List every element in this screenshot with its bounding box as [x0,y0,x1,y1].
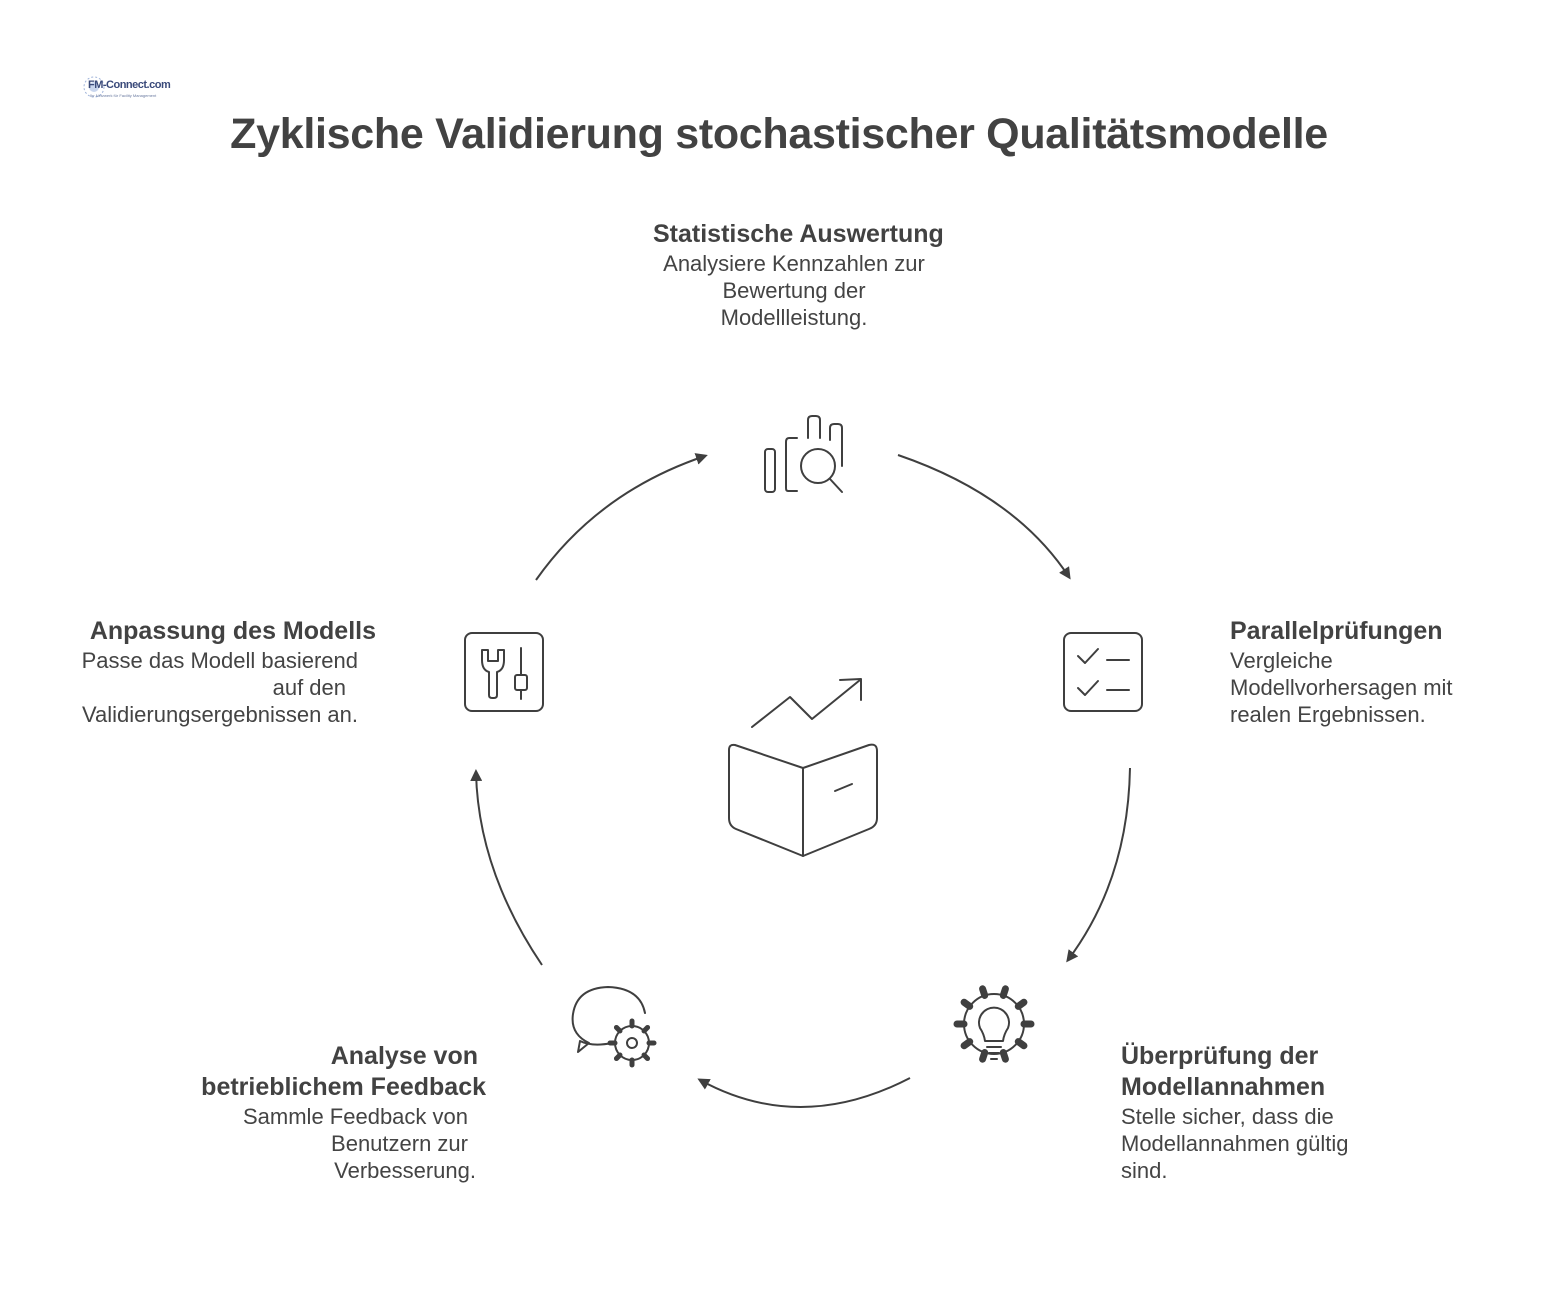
step-description [1230,647,1530,728]
step-description-line: Modellannahmen gültig [1121,1131,1349,1156]
step-description-line: Validierungsergebnissen an. [82,702,358,727]
cycle-arrow-bottom [700,1078,910,1107]
logo-text: FM-Connect.com [88,79,171,91]
page-title: Zyklische Validierung stochastischer Qualitätsmodelle [230,110,1328,158]
step-description [140,1103,486,1184]
gear-tooth [616,1027,620,1031]
step-anpassung-modell [30,616,376,728]
cycle-arrow-left-up [476,772,542,965]
step-heading: Anpassung des Modells [89,617,376,645]
step-analyse-feedback [140,1041,486,1184]
step-description-line: Bewertung der [722,278,866,303]
step-description-line: Sammle Feedback von [243,1104,468,1129]
gear-tooth [644,1055,648,1059]
step-heading [1121,1041,1421,1103]
step-description-line: Passe das Modell basierend [81,648,358,673]
step-description-line: Benutzern zur [331,1131,468,1156]
step-description [1121,1103,1421,1184]
cycle-arrow-right-bottom [1068,768,1130,960]
step-heading-line: Überprüfung der [1121,1042,1319,1070]
gear-tooth [1003,989,1005,996]
step-heading-line: Analyse von [330,1042,478,1070]
step-heading [140,1041,486,1103]
step-statistische-auswertung [653,219,983,331]
step-heading: Parallelprüfungen [1230,617,1443,645]
step-description-line: Stelle sicher, dass die [1121,1104,1334,1129]
open-box-growth-icon [729,679,877,856]
gear-tooth [1018,1042,1024,1046]
cycle-arrow-left-top [536,456,705,580]
step-ueberpruefung-modellannahmen [1121,1041,1421,1184]
chat-gear-icon [573,987,654,1065]
logo-subtitle: Ihr Netzwerk für Facility Management [90,93,157,98]
step-description-line: sind. [1121,1158,1168,1183]
step-heading-line: Modellannahmen [1121,1073,1326,1101]
checklist-icon [1064,633,1142,711]
step-description-line: Analysiere Kennzahlen zur [663,251,925,276]
step-description-line: Vergleiche [1230,648,1333,673]
step-description-line: Modellvorhersagen mit [1230,675,1453,700]
step-description-line: Verbesserung. [334,1158,476,1183]
step-description [30,647,376,728]
gear-tooth [964,1042,970,1046]
gear-tooth [983,989,985,996]
lightbulb-gear-icon [957,989,1031,1059]
gear-tooth [1003,1053,1005,1060]
step-description-line: Modellleistung. [720,305,868,330]
gear-tooth [1018,1002,1024,1006]
step-description-line: auf den [272,675,346,700]
gear-tooth [616,1055,620,1059]
step-description-line: realen Ergebnissen. [1230,702,1426,727]
chart-magnifier-icon [765,416,842,492]
cycle-arrow-top-right [898,455,1069,577]
tools-panel-icon [465,633,543,711]
gear-tooth [964,1002,970,1006]
step-parallelpruefungen [1230,616,1530,728]
gear-tooth [983,1053,985,1060]
step-description [653,250,935,331]
gear-tooth [644,1027,648,1031]
step-heading-line: betrieblichem Feedback [201,1073,486,1101]
step-heading: Statistische Auswertung [653,220,944,248]
